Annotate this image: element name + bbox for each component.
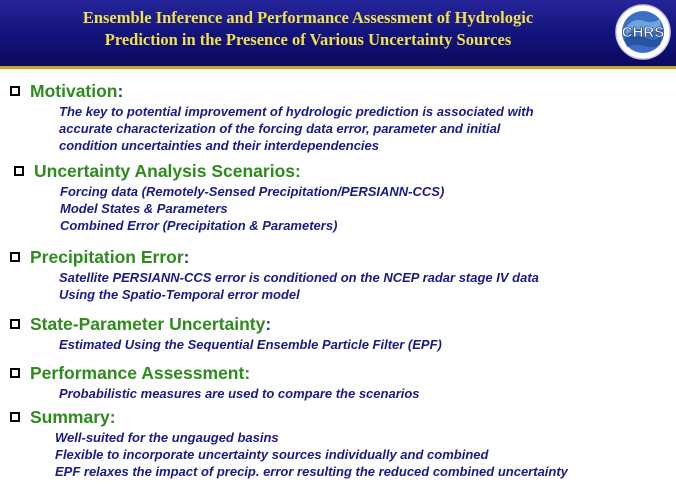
checkbox-bullet-icon xyxy=(10,368,20,378)
title-line-2: Prediction in the Presence of Various Uncertainty Sources xyxy=(104,30,512,49)
section-state-parameter xyxy=(10,313,442,353)
bullet-line: Flexible to incorporate uncertainty sources individually and combined xyxy=(55,447,489,462)
section-heading: State-Parameter Uncertainty xyxy=(30,313,266,334)
checkbox-bullet-icon xyxy=(10,86,20,96)
section-heading: Precipitation Error xyxy=(30,246,184,267)
section-summary xyxy=(10,406,568,480)
bullet-line: condition uncertainties and their interdependencies xyxy=(59,138,379,153)
checkbox-bullet-icon xyxy=(10,252,20,262)
heading-colon: : xyxy=(183,246,190,267)
bullet-line: Forcing data (Remotely-Sensed Precipitation/PERSIANN-CCS) xyxy=(60,184,445,199)
bullet-line: EPF relaxes the impact of precip. error resulting the reduced combined uncertainty xyxy=(55,464,568,479)
bullet-line: Estimated Using the Sequential Ensemble Particle Filter (EPF) xyxy=(59,337,442,352)
bullet-line: Well-suited for the ungauged basins xyxy=(55,430,279,445)
heading-colon: : xyxy=(265,313,272,334)
bullet-line: Model States & Parameters xyxy=(60,201,228,216)
bullet-line: The key to potential improvement of hydrologic prediction is associated with xyxy=(59,104,534,119)
heading-colon: : xyxy=(117,80,124,101)
section-motivation xyxy=(10,80,534,154)
section-heading: Performance Assessment: xyxy=(30,362,251,383)
section-heading: Uncertainty Analysis Scenarios: xyxy=(34,160,301,181)
chrs-logo xyxy=(614,3,672,61)
bullet-line: Probabilistic measures are used to compare the scenarios xyxy=(59,386,420,401)
logo-text: CHRS xyxy=(621,24,665,41)
section-precipitation-error xyxy=(10,246,539,303)
banner-divider xyxy=(0,66,676,69)
checkbox-bullet-icon xyxy=(10,319,20,329)
checkbox-bullet-icon xyxy=(14,166,24,176)
bullet-line: accurate characterization of the forcing data error, parameter and initial xyxy=(59,121,501,136)
section-heading: Motivation xyxy=(30,80,118,101)
title-line-1: Ensemble Inference and Performance Assessment of Hydrologic xyxy=(82,8,534,27)
slide-title xyxy=(18,7,598,51)
bullet-line: Combined Error (Precipitation & Parameters) xyxy=(60,218,338,233)
bullet-line: Using the Spatio-Temporal error model xyxy=(59,287,300,302)
bullet-line: Satellite PERSIANN-CCS error is conditioned on the NCEP radar stage IV data xyxy=(59,270,539,285)
section-heading: Summary: xyxy=(30,406,116,427)
section-uncertainty-scenarios xyxy=(14,160,444,234)
section-performance-assessment xyxy=(10,362,420,402)
checkbox-bullet-icon xyxy=(10,412,20,422)
